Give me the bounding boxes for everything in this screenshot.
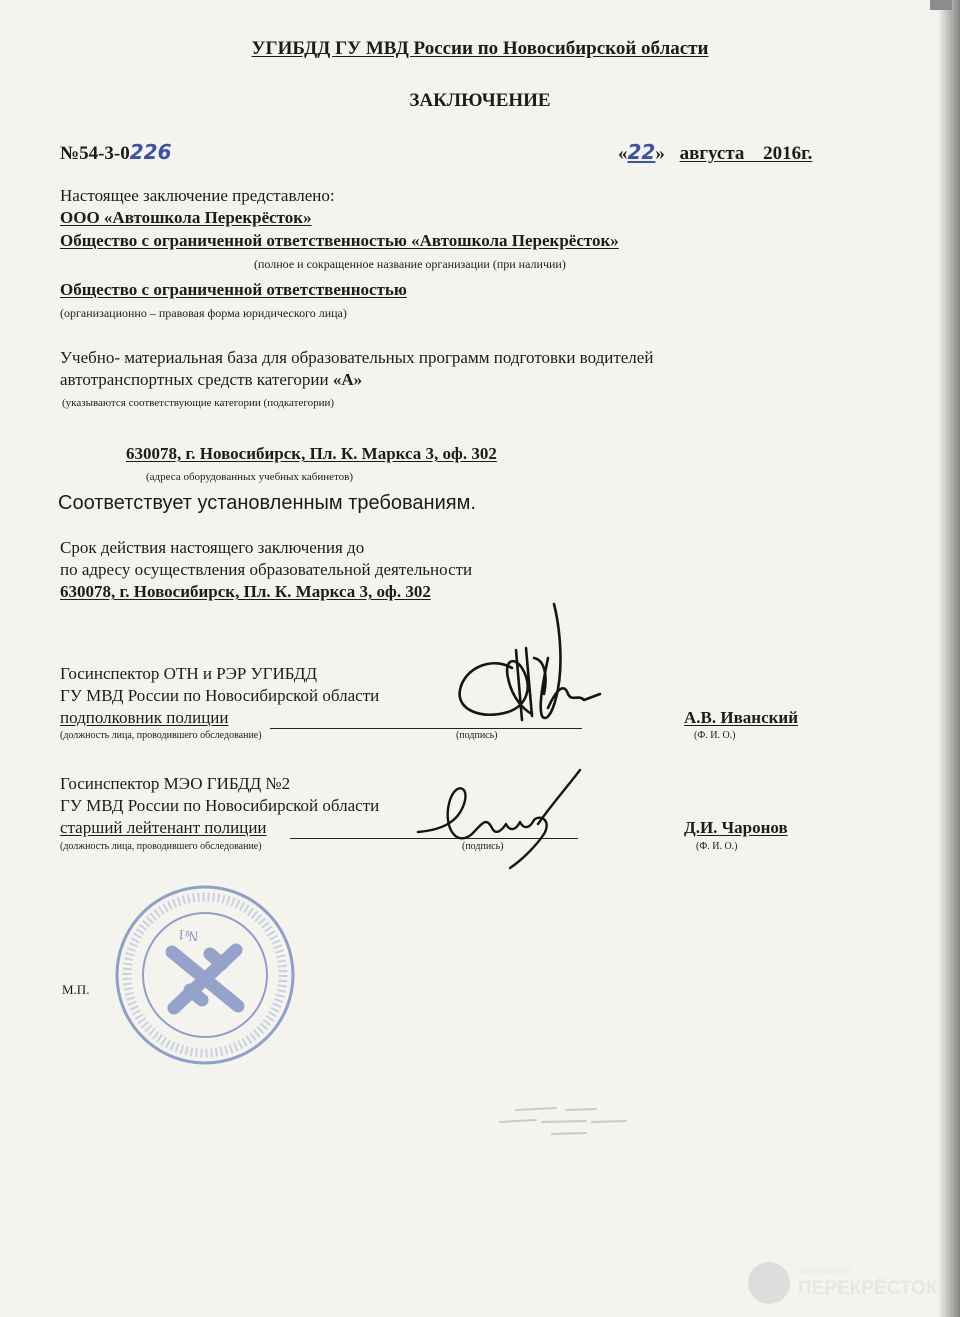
date-rest: августа 2016г.: [679, 143, 813, 164]
scan-edge-shadow: [938, 0, 960, 1317]
number-handwritten: 226: [129, 140, 172, 164]
signature-1-icon: [452, 598, 602, 743]
faint-imprint-icon: [496, 1100, 656, 1145]
presented-label: Настоящее заключение представлено:: [60, 186, 335, 205]
scan-corner-mark: [930, 0, 952, 10]
signatory1-name-caption: (Ф. И. О.): [694, 730, 736, 741]
document-number: [60, 140, 172, 165]
base-description-line1: Учебно- материальная база для образовательных программ подготовки водителей: [60, 348, 654, 367]
base-description-line2: автотранспортных средств категории «А»: [60, 370, 363, 389]
signature-2-icon: [412, 764, 592, 879]
stamp-place-label: М.П.: [62, 982, 90, 997]
stamp-number: №1: [177, 926, 199, 943]
signatory1-line1: Госинспектор ОТН и РЭР УГИБДД: [60, 664, 318, 683]
signatory2-rank: старший лейтенант полиции: [60, 818, 267, 837]
signatory1-rank: подполковник полиции: [60, 708, 229, 727]
org-legal-form: Общество с ограниченной ответственностью: [60, 280, 407, 299]
category-caption: (указываются соответствующие категории (подкатегории): [62, 397, 335, 409]
signatory2-name: Д.И. Чаронов: [684, 818, 788, 837]
signatory1-line2: ГУ МВД России по Новосибирской области: [60, 686, 380, 705]
signatory2-line2: ГУ МВД России по Новосибирской области: [60, 796, 380, 815]
org-form-caption: (организационно – правовая форма юридического лица): [60, 306, 347, 320]
signatory2-position-caption: (должность лица, проводившего обследование): [60, 841, 262, 852]
org-full-name: Общество с ограниченной ответственностью «Автошкола Перекрёсток»: [60, 231, 619, 250]
number-prefix: №54-3-0: [60, 143, 130, 164]
signatory2-signature-caption: (подпись): [462, 841, 504, 852]
signatory2-name-caption: (Ф. И. О.): [696, 841, 738, 852]
org-short-name: ООО «Автошкола Перекрёсток»: [60, 208, 312, 227]
org-name-caption: (полное и сокращенное название организации (при наличии): [254, 257, 566, 271]
watermark-logo-icon: [748, 1262, 790, 1304]
address-caption: (адреса оборудованных учебных кабинетов): [146, 471, 354, 483]
document-title: ЗАКЛЮЧЕНИЕ: [409, 90, 551, 111]
signatory1-name: А.В. Иванский: [684, 708, 798, 727]
official-stamp-icon: [110, 880, 300, 1075]
watermark-caption: автошкола: [800, 1266, 850, 1277]
date-day-handwritten: 22: [627, 140, 656, 164]
validity-line2: по адресу осуществления образовательной деятельности: [60, 560, 473, 579]
base-category: «А»: [332, 370, 363, 389]
signatory1-signature-caption: (подпись): [456, 730, 498, 741]
validity-line1: Срок действия настоящего заключения до: [60, 538, 365, 557]
document-date: «22» августа 2016г.: [618, 140, 813, 164]
signatory2-line1: Госинспектор МЭО ГИБДД №2: [60, 774, 291, 793]
conformity-statement: Соответствует установленным требованиям.: [58, 492, 476, 514]
watermark-brand: ПЕРЕКРЁСТОК: [798, 1278, 938, 1299]
classroom-address: 630078, г. Новосибирск, Пл. К. Маркса 3, оф. 302: [126, 444, 497, 463]
validity-address: 630078, г. Новосибирск, Пл. К. Маркса 3, оф. 302: [60, 582, 431, 601]
signatory1-position-caption: (должность лица, проводившего обследование): [60, 730, 262, 741]
authority-heading: УГИБДД ГУ МВД России по Новосибирской области: [251, 38, 709, 59]
